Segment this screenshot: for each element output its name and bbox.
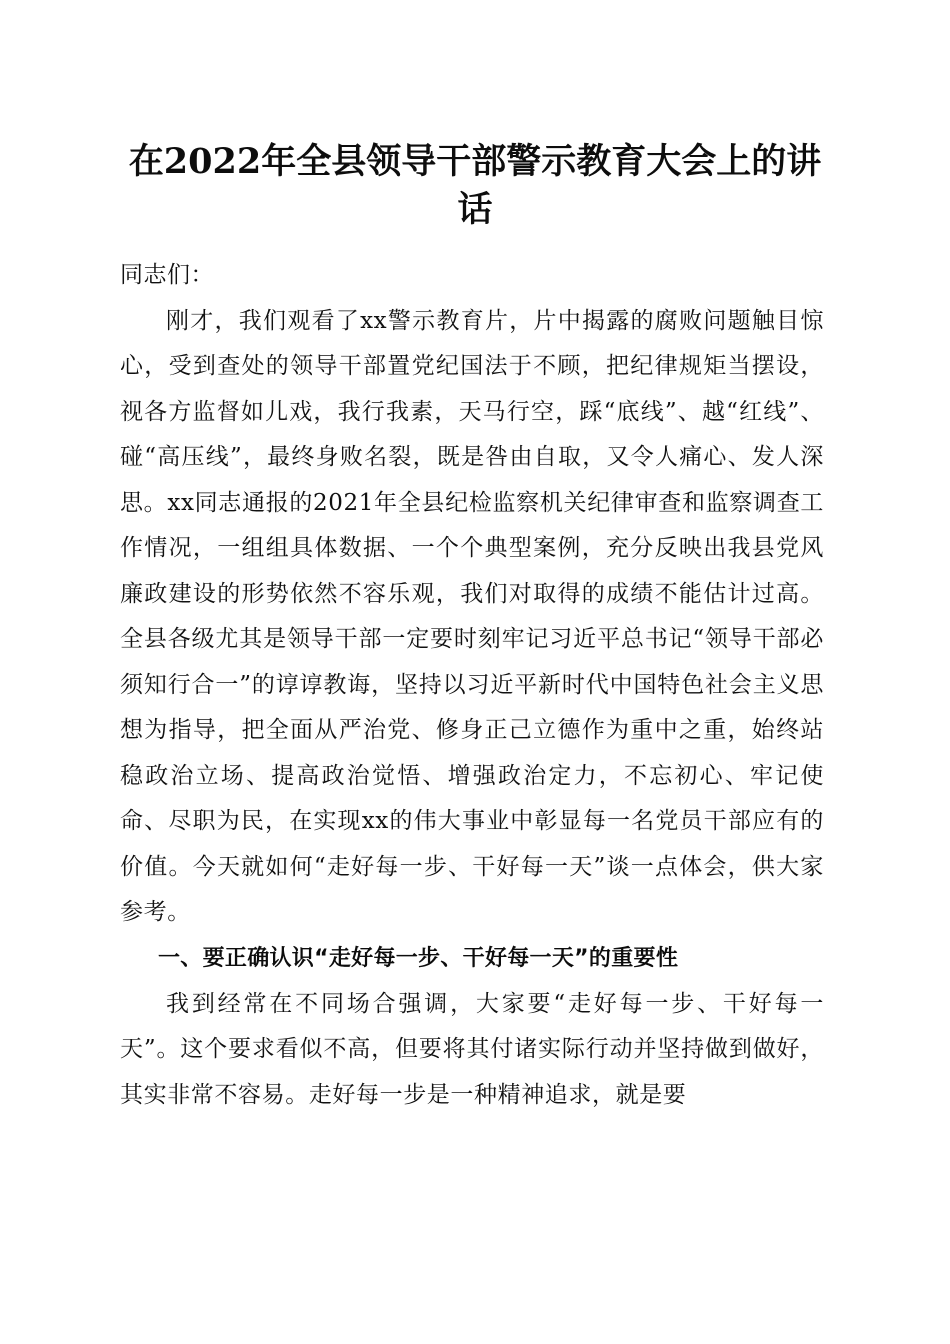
salutation: 同志们： [120, 262, 214, 288]
section-heading-1: 一、要正确认识“走好每一步、干好每一天”的重要性 [158, 945, 679, 971]
paragraph-intro: 刚才，我们观看了xx警示教育片，片中揭露的腐败问题触目惊心，受到查处的领导干部置党纪国法于不顾，把纪律规矩当摆设，视各方监督如儿戏，我行我素，天马行空，踩“底线”、越“红线”、碰“高压线”，最终身败名裂，既是咎由自取，又令人痛心、发人深思。xx同志通报的2021年全县纪检监察机关纪律审查和监察调查工作情况，一组组具体数据、一个个典型案例，充分反映出我县党风廉政建设的形势依然不容乐观，我们对取得的成绩不能估计过高。全县各级尤其是领导干部一定要时刻牢记习近平总书记“领导干部必须知行合一”的谆谆教诲，坚持以习近平新时代中国特色社会主义思想为指导，把全面从严治党、修身正己立德作为重中之重，始终站稳政治立场、提高政治觉悟、增强政治定力，不忘初心、牢记使命、尽职为民，在实现xx的伟大事业中彰显每一名党员干部应有的价值。今天就如何“走好每一步、干好每一天”谈一点体会，供大家参考。 [120, 307, 824, 925]
document-title: 在2022年全县领导干部警示教育大会上的讲话 [128, 141, 822, 230]
document-body [120, 253, 824, 1118]
paragraph-section-1: 我到经常在不同场合强调，大家要“走好每一步、干好每一天”。这个要求看似不高，但要将其付诸实际行动并坚持做到做好，其实非常不容易。走好每一步是一种精神追求，就是要 [120, 990, 824, 1108]
